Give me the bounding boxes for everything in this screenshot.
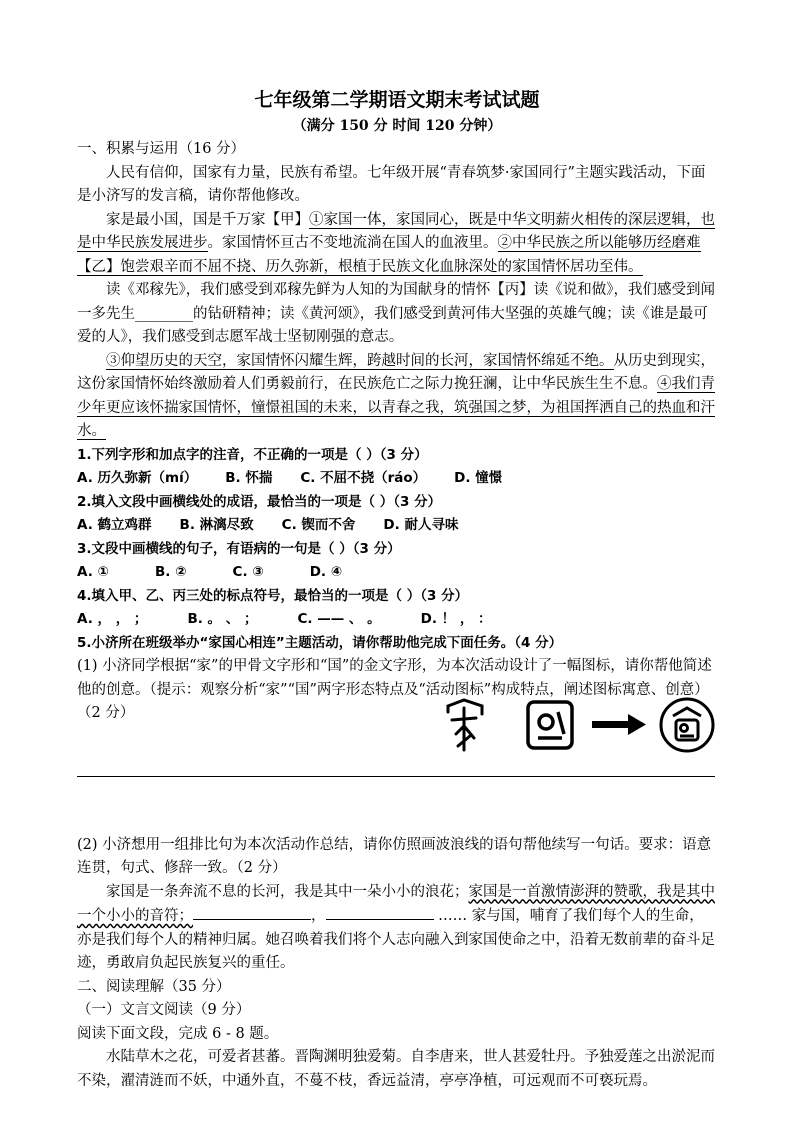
right-arrow-icon xyxy=(592,714,646,735)
subsection-heading: （一）文言文阅读（9 分） xyxy=(77,1002,251,1018)
option-d[interactable]: D. ！ ， ： xyxy=(420,611,492,627)
underlined-sentence-1: ①家国一体，家国同心，既是中华文明薪火相传的深层逻辑，也是中华民族发展进步 xyxy=(77,211,715,251)
underlined-sentence-4: ④我们青少年更应该怀揣家国情怀，憧憬祖国的未来，以青春之我，筑强国之梦，为祖国挥洒自己的热血和汗水。 xyxy=(77,376,715,439)
activity-logo-icon xyxy=(661,699,713,751)
question-5-part-2: (2) 小济想用一组排比句为本次活动作总结，请你仿照画波浪线的语句帮他续写一句话。要求：语意连贯，句式、修辞一致。（2 分） xyxy=(77,836,712,876)
page-title: 七年级第二学期语文期末考试试题 xyxy=(254,89,540,111)
parallel-sentences: 家国是一条奔流不息的长河，我是其中一朵小小的浪花；家国是一首激情澎湃的赞歌，我是其中一个小小的音符； ， …… 家与国，哺育了我们每个人的生命，亦是我们每个人的精神归属。她召唤着我们将个人志向融入到家国使命之中，沿着无数前辈的奋斗足迹，勇敢肩负起民族复兴的重任。 xyxy=(77,883,715,971)
classical-passage: 水陆草木之花，可爱者甚蕃。晋陶渊明独爱菊。自李唐来，世人甚爱牡丹。予独爱莲之出淤泥而不染，濯清涟而不妖，中通外直，不蔓不枝，香远益清，亭亭净植，可远观而不可亵玩焉。 xyxy=(77,1049,715,1089)
option-d[interactable]: D. 耐人寻味 xyxy=(383,517,459,533)
option-c[interactable]: C. 不屈不挠（ráo） xyxy=(300,470,427,486)
answer-line[interactable] xyxy=(77,776,715,777)
question-5-part-1: (1) 小济同学根据“家”的甲骨文字形和“国”的金文字形，为本次活动设计了一幅图标，请你帮他简述他的创意。（提示：观察分析“家”“国”两字形态特点及“活动图标”构成特点，阐述图标寓意、创意）（2 分） xyxy=(77,658,712,721)
section1-heading: 一、积累与运用（16 分） xyxy=(77,141,246,157)
answer-blank-2[interactable] xyxy=(326,904,434,920)
option-a[interactable]: A. ， ， ； xyxy=(77,611,148,627)
paragraph-1 xyxy=(77,209,717,280)
section2-heading: 二、阅读理解（35 分） xyxy=(77,978,231,995)
sentence-c: …… 家与国，哺育了我们每个人的生命，亦是我们每个人的精神归属。她召唤着我们将个人志向融入到家国使命之中，沿着无数前辈的奋斗足迹，勇敢肩负起民族复兴的重任。 xyxy=(77,908,715,971)
option-b[interactable]: B. 。 、 ； xyxy=(187,611,258,627)
para1-a: 家是最小国，国是千万家【甲】 xyxy=(106,211,309,228)
option-c[interactable]: C. —— 、 。 xyxy=(297,611,381,627)
jia-oracle-glyph-icon xyxy=(448,700,482,750)
option-d[interactable]: D. 憧憬 xyxy=(454,470,503,486)
guo-bronze-glyph-icon xyxy=(528,702,572,748)
intro-paragraph: 人民有信仰，国家有力量，民族有希望。七年级开展“青春筑梦·家国同行”主题实践活动，下面是小济写的发言稿，请你帮他修改。 xyxy=(77,164,706,204)
paragraph-2: 读《邓稼先》，我们感受到邓稼先鲜为人知的为国献身的情怀【丙】读《说和做》，我们感受到闻一多先生________的钻研精神；读《黄河颂》，我们感受到黄河伟大坚强的英雄气魄；读《谁是最可爱的人》，我们感受到志愿军战士坚韧刚强的意志。 xyxy=(77,282,715,345)
question-1-options xyxy=(77,467,717,491)
option-a[interactable]: A. ① xyxy=(77,564,109,580)
para3-b: 从历史到现实，这份家国情怀始终激励着人们勇毅前行，在民族危亡之际力挽狂澜，让中华民族生生不息。 xyxy=(77,352,715,392)
option-b[interactable]: B. 怀揣 xyxy=(225,470,273,486)
wavy-sentence: 家国是一首激情澎湃的赞歌，我是其中一个小小的音符； xyxy=(77,883,715,924)
question-3: 3.文段中画横线的句子，有语病的一句是（ ）（3 分） xyxy=(77,540,401,557)
paragraph-3 xyxy=(77,350,717,444)
question-4: 4.填入甲、乙、丙三处的标点符号，最恰当的一项是（ ）（3 分） xyxy=(77,587,469,604)
question-2: 2.填入文段中画横线处的成语，最恰当的一项是（ ）（3 分） xyxy=(77,493,442,510)
reading-instruction: 阅读下面文段，完成 6 - 8 题。 xyxy=(77,1025,279,1042)
option-c[interactable]: C. 锲而不舍 xyxy=(281,517,356,533)
option-d[interactable]: D. ④ xyxy=(309,564,343,580)
option-b[interactable]: B. ② xyxy=(154,564,187,580)
question-3-options xyxy=(77,561,717,585)
underlined-sentence-3: ③仰望历史的天空，家国情怀闪耀生辉，跨越时间的长河，家国情怀绵延不绝。 xyxy=(106,352,614,369)
option-a[interactable]: A. 历久弥新（mí） xyxy=(77,470,198,486)
option-a[interactable]: A. 鹤立鸡群 xyxy=(77,517,152,533)
question-1: 1.下列字形和加点字的注音，不正确的一项是（ ）（3 分） xyxy=(77,446,428,463)
question-5: 5.小济所在班级举办“家国心相连”主题活动，请你帮助他完成下面任务。（4 分） xyxy=(77,634,563,651)
para1-c: 。家国情怀亘古不变地流淌在国人的血液里。 xyxy=(207,235,498,251)
option-c[interactable]: C. ③ xyxy=(232,564,264,580)
question-2-options xyxy=(77,514,717,538)
activity-icon-figure xyxy=(442,694,722,756)
sentence-a: 家国是一条奔流不息的长河，我是其中一朵小小的浪花； xyxy=(106,883,469,900)
answer-blank-1[interactable] xyxy=(193,904,311,920)
exam-info: （满分 150 分 时间 120 分钟） xyxy=(292,118,502,134)
exam-page xyxy=(77,86,717,1093)
underlined-sentence-2: ②中华民族之所以能够历经磨难【乙】饱尝艰辛而不屈不挠、历久弥新，根植于民族文化血脉深处的家国情怀居功至伟。 xyxy=(77,235,701,275)
option-b[interactable]: B. 淋漓尽致 xyxy=(179,517,254,533)
icon-figure-svg xyxy=(442,694,722,756)
question-4-options xyxy=(77,608,717,632)
